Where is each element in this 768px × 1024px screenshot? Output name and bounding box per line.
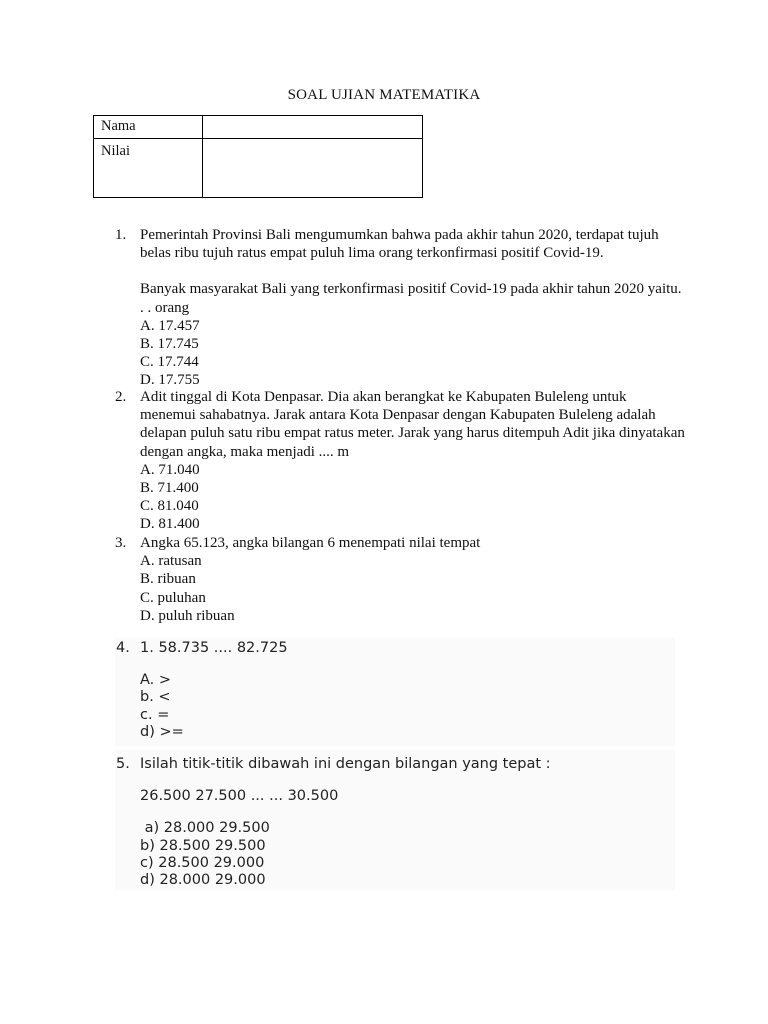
option-d: D. 17.755 xyxy=(140,372,200,389)
name-field[interactable] xyxy=(203,116,423,139)
question-number: 5. xyxy=(116,756,130,772)
option-b: B. ribuan xyxy=(140,571,196,588)
question-4 xyxy=(116,640,676,741)
option-c: c) 28.500 29.000 xyxy=(140,854,265,871)
score-label: Nilai xyxy=(94,139,203,198)
question-text: 1. 58.735 .... 82.725 xyxy=(140,640,288,656)
question-2 xyxy=(115,388,685,534)
option-c: C. 81.040 xyxy=(140,498,199,515)
option-b: b) 28.500 29.500 xyxy=(140,837,266,854)
option-b: B. 71.400 xyxy=(140,480,199,497)
question-number: 3. xyxy=(115,535,127,551)
question-text: Pemerintah Provinsi Bali mengumumkan bahwa pada akhir tahun 2020, terdapat tujuh belas ribu tujuh ratus empat puluh lima orang terkonfirmasi positif Covid-19. xyxy=(140,227,659,262)
identity-row-name xyxy=(94,116,423,139)
document-title: SOAL UJIAN MATEMATIKA xyxy=(287,87,481,103)
question-number: 4. xyxy=(116,640,130,656)
option-d: D. 81.400 xyxy=(140,516,200,533)
question-number: 2. xyxy=(115,389,127,405)
option-b: b. < xyxy=(140,689,171,706)
question-number: 1. xyxy=(115,227,127,243)
option-a: A. 71.040 xyxy=(140,461,200,478)
option-d: d) >= xyxy=(140,723,184,740)
score-field[interactable] xyxy=(203,139,423,198)
question-prompt: Banyak masyarakat Bali yang terkonfirmasi positif Covid-19 pada akhir tahun 2020 yaitu. . . orang xyxy=(140,281,682,316)
option-a: A. ratusan xyxy=(140,553,202,570)
option-c: C. puluhan xyxy=(140,589,206,606)
option-a: a) 28.000 29.500 xyxy=(140,820,270,837)
option-d: d) 28.000 29.000 xyxy=(140,872,266,889)
option-c: c. = xyxy=(140,706,170,723)
question-3 xyxy=(115,534,685,625)
option-d: D. puluh ribuan xyxy=(140,607,235,624)
question-text: Angka 65.123, angka bilangan 6 menempati nilai tempat xyxy=(140,535,481,551)
question-text: Adit tinggal di Kota Denpasar. Dia akan berangkat ke Kabupaten Buleleng untuk menemui sahabatnya. Jarak antara Kota Denpasar dengan Kabupaten Buleleng adalah delapan puluh satu ribu empat ratus meter. Jarak yang harus ditempuh Adit jika dinyatakan dengan angka, maka menjadi .... m xyxy=(140,389,685,460)
option-a: A. > xyxy=(140,672,172,689)
question-text: Isilah titik-titik dibawah ini dengan bilangan yang tepat : xyxy=(140,756,551,772)
question-5 xyxy=(116,756,676,889)
option-b: B. 17.745 xyxy=(140,336,199,353)
question-1 xyxy=(115,226,685,390)
option-a: A. 17.457 xyxy=(140,317,200,334)
identity-table xyxy=(93,115,423,198)
name-label: Nama xyxy=(94,116,203,139)
option-c: C. 17.744 xyxy=(140,354,199,371)
identity-row-score xyxy=(94,139,423,198)
question-sequence: 26.500 27.500 ... ... 30.500 xyxy=(140,788,339,805)
